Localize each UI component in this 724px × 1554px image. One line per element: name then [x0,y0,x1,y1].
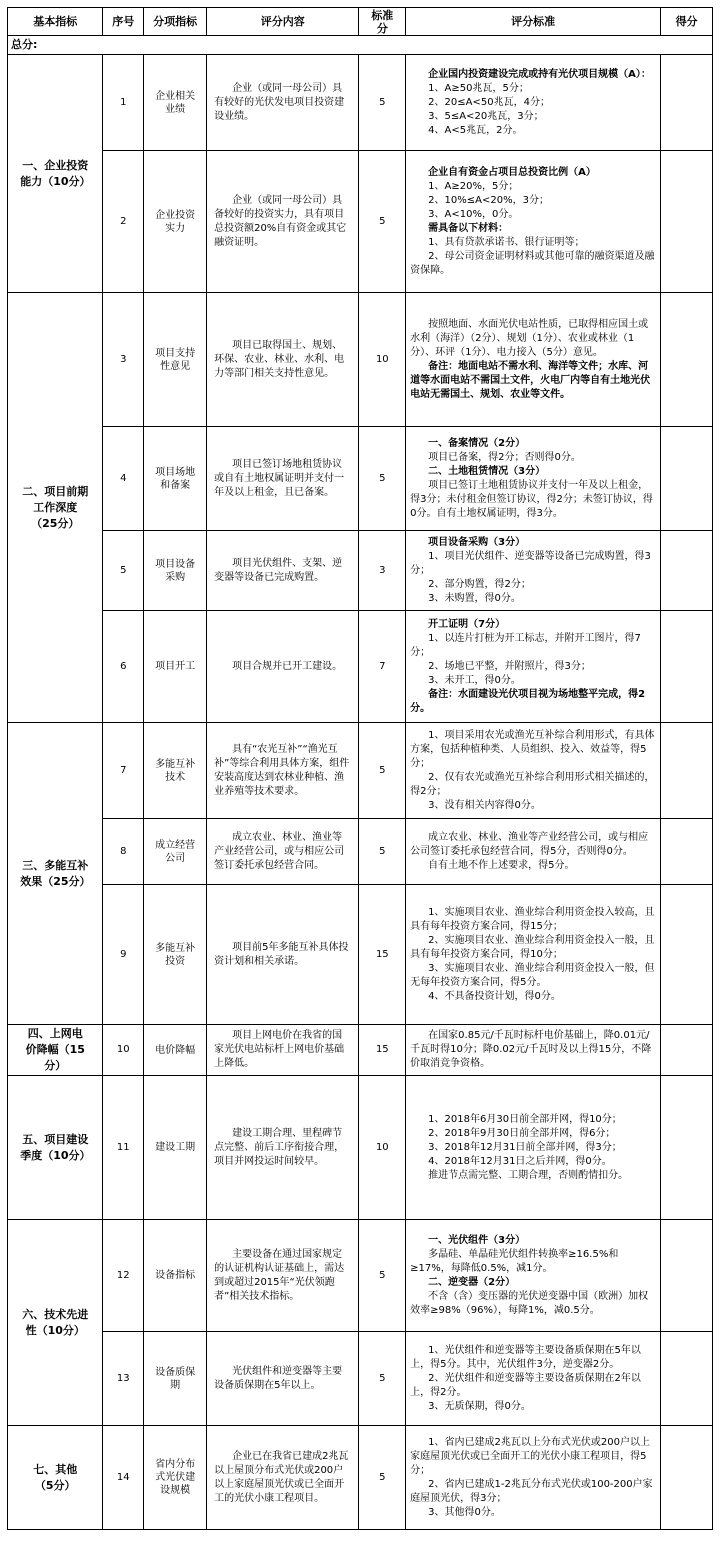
table-row [8,1332,713,1426]
standard-line: 按照地面、水面光伏电站性质，已取得相应国土或水利（海洋）（2分）、规划（1分）、农业或林业（1分）、环评（1分）、电力接入（5分）意见。 [410,318,649,358]
standard-line: 2、部分购置，得2分； [428,578,531,590]
sub-indicator: 项目场地和备案 [144,427,207,531]
standard-line: 1、以连片打桩为开工标志，并附开工图片，得7分； [410,632,641,658]
row-number: 6 [103,611,144,723]
score-input-cell[interactable] [661,1025,713,1076]
table-row [8,1220,713,1332]
standard-line: 2、母公司资金证明材料或其他可靠的融资渠道及融资保障。 [410,250,655,276]
standard-line: 4、A<5兆瓦，2分。 [428,124,523,136]
header-scoring-content: 评分内容 [207,8,359,36]
scoring-standard [406,1076,661,1220]
standard-line: 项目已签订土地租赁协议并支付一年及以上租金，得3分；未付租金但签订协议，得2分；未签订协议，得0分。自有土地权属证明，得3分。 [410,479,653,519]
standard-line: 3、5≤A<20兆瓦，3分； [428,110,544,122]
standard-score: 5 [359,1332,406,1426]
standard-line: 项目已备案，得2分；否则得0分。 [428,451,581,463]
sub-indicator: 成立经营公司 [144,819,207,885]
standard-line: 自有土地不作上述要求，得5分。 [428,859,575,871]
scoring-content: 建设工期合理、里程碑节点完整、前后工序衔接合理，项目并网投运时间较早。 [207,1076,359,1220]
score-input-cell[interactable] [661,427,713,531]
standard-line: 1、光伏组件和逆变器等主要设备质保期在5年以上，得5分。其中，光伏组件3分，逆变器2分。 [410,1344,641,1370]
category-cell: 一、企业投资能力（10分） [8,55,103,293]
scoring-standard [406,819,661,885]
standard-line: 2、仅有农光或渔光互补综合利用形式相关描述的，得2分； [410,771,655,797]
table-row [8,531,713,611]
scoring-content: 企业（或同一母公司）具备较好的投资实力，具有项目总投资额20%自有资金或其它融资证明。 [207,151,359,293]
table-row [8,1025,713,1076]
total-row [8,36,713,55]
row-number: 14 [103,1426,144,1530]
scoring-content: 光伏组件和逆变器等主要设备质保期在5年以上。 [207,1332,359,1426]
sub-indicator: 建设工期 [144,1076,207,1220]
scoring-content: 项目前5年多能互补具体投资计划和相关承诺。 [207,885,359,1025]
standard-line: 2、20≤A<50兆瓦，4分； [428,96,550,108]
standard-score: 5 [359,1220,406,1332]
standard-score: 5 [359,427,406,531]
scoring-standard [406,531,661,611]
score-input-cell[interactable] [661,723,713,819]
sub-indicator: 设备指标 [144,1220,207,1332]
standard-score: 5 [359,819,406,885]
scoring-standard [406,1332,661,1426]
standard-line: 3、未购置，得0分。 [428,592,521,604]
standard-line: 开工证明（7分） [428,618,506,630]
standard-score: 10 [359,1076,406,1220]
score-input-cell[interactable] [661,1076,713,1220]
standard-line: 一、光伏组件（3分） [428,1234,526,1246]
table-row [8,151,713,293]
scoring-content: 成立农业、林业、渔业等产业经营公司，或与相应公司签订委托承包经营合同。 [207,819,359,885]
standard-line: 3、其他得0分。 [428,1506,501,1518]
category-cell: 六、技术先进性（10分） [8,1220,103,1426]
standard-score: 5 [359,151,406,293]
row-number: 8 [103,819,144,885]
scoring-standard [406,1220,661,1332]
standard-line: 1、2018年6月30日前全部并网，得10分； [428,1113,622,1125]
scoring-content: 项目合规并已开工建设。 [207,611,359,723]
table-row [8,819,713,885]
sub-indicator: 项目支持性意见 [144,293,207,427]
standard-line: 二、逆变器（2分） [428,1276,516,1288]
sub-indicator: 省内分布式光伏建设规模 [144,1426,207,1530]
score-input-cell[interactable] [661,819,713,885]
sub-indicator: 项目开工 [144,611,207,723]
category-cell: 四、上网电价降幅（15分） [8,1025,103,1076]
sub-indicator: 多能互补投资 [144,885,207,1025]
header-sub-indicator: 分项指标 [144,8,207,36]
standard-line: 备注：水面建设光伏项目视为场地整平完成，得2分。 [410,688,646,714]
table-row [8,55,713,151]
row-number: 5 [103,531,144,611]
score-input-cell[interactable] [661,885,713,1025]
category-cell: 二、项目前期工作深度（25分） [8,293,103,723]
standard-score: 10 [359,293,406,427]
row-number: 7 [103,723,144,819]
standard-line: 不含（含）变压器的光伏逆变器中国（欧洲）加权效率≥98%（96%），每降1%，减0.5分。 [410,1290,649,1316]
standard-line: 企业国内投资建设完成或持有光伏项目规模（A）： [428,68,651,80]
standard-line: 需具备以下材料： [428,222,509,234]
row-number: 1 [103,55,144,151]
standard-score: 5 [359,55,406,151]
standard-line: 多晶硅、单晶硅光伏组件转换率≥16.5%和≥17%，每降低0.5%，减1分。 [410,1248,619,1274]
standard-line: 3、无质保期，得0分。 [428,1400,531,1412]
standard-line: 推进节点需完整、工期合理，否则酌情扣分。 [428,1169,629,1181]
header-score: 得分 [661,8,713,36]
standard-line: 1、实施项目农业、渔业综合利用资金投入较高，且具有每年投资方案合同，得15分； [410,906,655,932]
standard-line: 3、2018年12月31日前全部并网，得3分； [428,1141,622,1153]
table-row [8,293,713,427]
standard-score: 5 [359,1426,406,1530]
standard-line: 2、实施项目农业、渔业综合利用资金投入一般，且具有每年投资方案合同，得10分； [410,934,655,960]
scoring-content: 企业已在我省已建成2兆瓦以上屋顶分布式光伏或200户以上家庭屋顶光伏或已全面开工的光伏小康工程项目。 [207,1426,359,1530]
scoring-standard [406,611,661,723]
table-row [8,885,713,1025]
standard-line: 一、备案情况（2分） [428,437,526,449]
standard-line: 成立农业、林业、渔业等产业经营公司，或与相应公司签订委托承包经营合同，得5分，否则得0分。 [410,831,649,857]
standard-line: 2、2018年9月30日前全部并网，得6分； [428,1127,616,1139]
sub-indicator: 多能互补技术 [144,723,207,819]
row-number: 10 [103,1025,144,1076]
standard-line: 1、项目光伏组件、逆变器等设备已完成购置，得3分； [410,550,651,576]
category-cell: 七、其他（5分） [8,1426,103,1530]
table-row [8,1426,713,1530]
header-row [8,8,713,36]
row-number: 3 [103,293,144,427]
score-input-cell[interactable] [661,151,713,293]
scoring-content: 项目已取得国土、规划、环保、农业、林业、水利、电力等部门相关支持性意见。 [207,293,359,427]
header-number: 序号 [103,8,144,36]
scoring-standard [406,885,661,1025]
sub-indicator: 电价降幅 [144,1025,207,1076]
standard-line: 2、10%≤A<20%，3分； [428,194,549,206]
scoring-table [7,7,713,1530]
table-row [8,1076,713,1220]
score-input-cell[interactable] [661,1426,713,1530]
standard-line: 1、具有贷款承诺书、银行证明等； [428,236,585,248]
scoring-content: 企业（或同一母公司）具有较好的光伏发电项目投资建设业绩。 [207,55,359,151]
scoring-standard [406,723,661,819]
sub-indicator: 项目设备采购 [144,531,207,611]
standard-score: 7 [359,611,406,723]
standard-line: 3、A<10%，0分。 [428,208,519,220]
standard-line: 4、2018年12月31日之后并网，得0分。 [428,1155,612,1167]
scoring-standard [406,151,661,293]
standard-line: 备注：地面电站不需水利、海洋等文件；水库、河道等水面电站不需国土文件，火电厂内等自有土地光伏电站无需国土、规划、农业等文件。 [410,360,651,400]
sub-indicator: 企业投资实力 [144,151,207,293]
sub-indicator: 企业相关业绩 [144,55,207,151]
standard-line: 3、未开工，得0分。 [428,674,521,686]
row-number: 12 [103,1220,144,1332]
standard-line: 2、省内已建成1-2兆瓦分布式光伏或100-200户家庭屋顶光伏，得3分； [410,1478,653,1504]
row-number: 11 [103,1076,144,1220]
sub-indicator: 设备质保期 [144,1332,207,1426]
scoring-standard [406,1025,661,1076]
standard-score: 15 [359,1025,406,1076]
scoring-standard [406,293,661,427]
score-input-cell[interactable] [661,293,713,427]
scoring-content: 主要设备在通过国家规定的认证机构认证基础上，需达到或超过2015年“光伏领跑者”相关技术指标。 [207,1220,359,1332]
standard-line: 二、土地租赁情况（3分） [428,465,546,477]
category-cell: 三、多能互补效果（25分） [8,723,103,1025]
total-label: 总分: [8,36,713,55]
score-input-cell[interactable] [661,611,713,723]
row-number: 13 [103,1332,144,1426]
standard-line: 1、A≥20%，5分； [428,180,519,192]
row-number: 4 [103,427,144,531]
score-input-cell[interactable] [661,1220,713,1332]
standard-line: 4、不具备投资计划，得0分。 [428,990,561,1002]
standard-score: 15 [359,885,406,1025]
score-input-cell[interactable] [661,1332,713,1426]
table-row [8,611,713,723]
standard-line: 2、光伏组件和逆变器等主要设备质保期在2年以上，得2分。 [410,1372,641,1398]
header-scoring-standard: 评分标准 [406,8,661,36]
standard-line: 企业自有资金占项目总投资比例（A） [428,166,596,178]
standard-line: 1、A≥50兆瓦，5分； [428,82,529,94]
row-number: 9 [103,885,144,1025]
standard-line: 项目设备采购（3分） [428,536,526,548]
scoring-content: 项目已签订场地租赁协议或自有土地权属证明并支付一年及以上租金，且已备案。 [207,427,359,531]
score-input-cell[interactable] [661,55,713,151]
standard-line: 1、项目采用农光或渔光互补综合利用形式，有具体方案，包括种植种类、人员组织、投入、效益等，得5分； [410,729,655,769]
row-number: 2 [103,151,144,293]
table-row [8,723,713,819]
scoring-content: 具有“农光互补”“渔光互补”等综合利用具体方案，组件安装高度达到农林业种植、渔业养殖等技术要求。 [207,723,359,819]
standard-line: 2、场地已平整，并附照片，得3分； [428,660,591,672]
table-row [8,427,713,531]
standard-line: 在国家0.85元/千瓦时标杆电价基础上，降0.01元/千瓦时得10分；降0.02元/千瓦时及以上得15分，不降价取消竞争资格。 [410,1030,652,1069]
standard-line: 3、实施项目农业、渔业综合利用资金投入一般，但无每年投资方案合同，得5分。 [410,962,655,988]
standard-score: 3 [359,531,406,611]
header-basic-indicator: 基本指标 [8,8,103,36]
header-standard-score: 标准分 [359,8,406,36]
scoring-standard [406,1426,661,1530]
standard-line: 3、没有相关内容得0分。 [428,799,541,811]
standard-line: 1、省内已建成2兆瓦以上分布式光伏或200户以上家庭屋顶光伏或已全面开工的光伏小康工程项目，得5分； [410,1436,650,1476]
scoring-content: 项目上网电价在我省的国家光伏电站标杆上网电价基础上降低。 [207,1025,359,1076]
category-cell: 五、项目建设季度（10分） [8,1076,103,1220]
scoring-content: 项目光伏组件、支架、逆变器等设备已完成购置。 [207,531,359,611]
standard-score: 5 [359,723,406,819]
score-input-cell[interactable] [661,531,713,611]
scoring-standard [406,427,661,531]
scoring-standard [406,55,661,151]
